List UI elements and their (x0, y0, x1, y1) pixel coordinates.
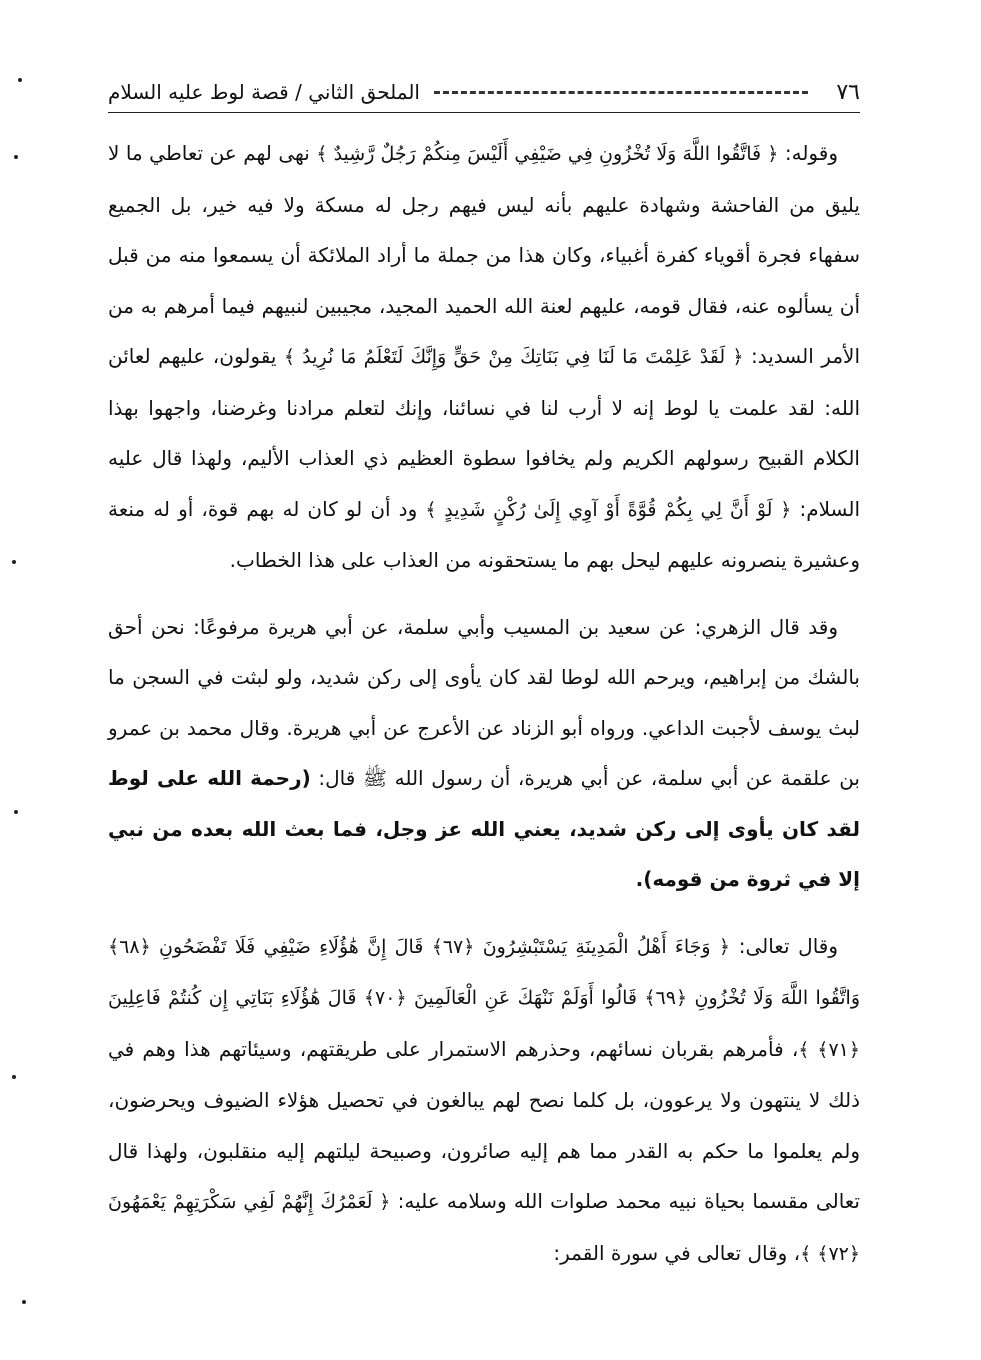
running-title: الملحق الثاني / قصة لوط عليه السلام (108, 80, 420, 104)
quran-verse: ﴿ وَجَاءَ أَهْلُ الْمَدِينَةِ يَسْتَبْشِرُونَ ﴿٦٧﴾ قَالَ إِنَّ هَٰؤُلَاءِ ضَيْفِي فَلَا تَفْضَحُونِ ﴿٦٨﴾ وَاتَّقُوا اللَّهَ وَلَا تُخْزُونِ ﴿٦٩﴾ قَالُوا أَوَلَمْ نَنْهَكَ عَنِ الْعَالَمِينَ ﴿٧٠﴾ قَالَ هَٰؤُلَاءِ بَنَاتِي إِن كُنتُمْ فَاعِلِينَ ﴿٧١﴾ ﴾ (108, 935, 860, 1061)
text-segment: وقد قال الزهري: عن سعيد بن المسيب وأبي سلمة، عن أبي هريرة مرفوعًا: نحن أحق بالشك من إبراهيم، ويرحم الله لوطا لقد كان يأوى إلى ركن شديد، ولو لبثت في السجن ما لبث يوسف لأجبت الداعي. ورواه أبو الزناد عن الأعرج عن أبي هريرة. وقال محمد بن عمرو بن علقمة عن أبي سلمة، عن أبي هريرة، أن رسول الله ﷺ قال: (108, 614, 860, 790)
scan-speck (22, 1300, 26, 1304)
text-segment: نهى لهم عن تعاطي ما لا يليق من الفاحشة وشهادة عليهم بأنه ليس فيهم رجل له مسكة ولا فيه خير، بل الجميع سفهاء فجرة أقوياء كفرة أغبياء، وكان هذا من جملة ما أراد الملائكة أن يسمعوا منه من قبل أن يسألوه عنه، فقال قومه، عليهم لعنة الله الحميد المجيد، مجيبين لنبيهم فيما أمرهم به من الأمر السديد: (108, 141, 861, 368)
hadith-quote: (رحمة الله على لوط لقد كان يأوى إلى ركن شديد، يعني الله عز وجل، فما بعث الله بعده من نبي إلا في ثروة من قومه). (108, 766, 860, 891)
body-text (108, 128, 860, 1308)
text-segment: ، فأمرهم بقربان نسائهم، وحذرهم الاستمرار على طريقتهم، وسيئاتهم هذا وهم في ذلك لا ينتهون ولا يرعوون، بل كلما نصح لهم يبالغون في تحصيل هؤلاء الضيوف ويحرضون، ولم يعلموا ما حكم به القدر مما هم إليه صائرون، وصبيحة ليلتهم إليه منقلبون، ولهذا قال تعالى مقسما بحياة نبيه محمد صلوات الله وسلامه عليه: (108, 1036, 860, 1213)
text-segment: وقوله: (778, 141, 838, 165)
scan-speck (14, 810, 18, 814)
scan-speck (14, 155, 18, 159)
scan-speck (12, 560, 16, 564)
paragraph (108, 602, 860, 905)
header-dash-rule (434, 91, 808, 94)
page-number: ٧٦ (836, 79, 860, 105)
text-segment: ، وقال تعالى في سورة القمر: (553, 1240, 801, 1265)
paragraph (108, 128, 860, 586)
text-segment: يقولون، عليهم لعائن الله: لقد علمت يا لوط إنه لا أرب لنا في نسائنا، وإنك لتعلم مرادنا وغرضنا، واجهوا بهذا الكلام القبيح رسولهم الكريم ولم يخافوا سطوة العظيم ذي العذاب الأليم، ولهذا قال عليه السلام: (108, 344, 861, 521)
paragraph (108, 921, 860, 1280)
scan-speck (12, 1075, 16, 1079)
text-segment: وقال تعالى: (730, 933, 839, 958)
quran-verse: ﴿ لَوْ أَنَّ لِي بِكُمْ قُوَّةً أَوْ آوِي إِلَىٰ رُكْنٍ شَدِيدٍ ﴾ (425, 498, 792, 521)
scan-speck (18, 78, 22, 82)
quran-verse: ﴿ فَاتَّقُوا اللَّهَ وَلَا تُخْزُونِ فِي ضَيْفِي أَلَيْسَ مِنكُمْ رَجُلٌ رَّشِيدٌ ﴾ (316, 143, 779, 165)
quran-verse: ﴿ لَعَمْرُكَ إِنَّهُمْ لَفِي سَكْرَتِهِمْ يَعْمَهُونَ ﴿٧٢﴾ ﴾ (108, 1191, 860, 1265)
page-header (108, 72, 860, 113)
quran-verse: ﴿ لَقَدْ عَلِمْتَ مَا لَنَا فِي بَنَاتِكَ مِنْ حَقٍّ وَإِنَّكَ لَتَعْلَمُ مَا نُرِيدُ ﴾ (283, 346, 744, 368)
text-segment: ود أن لو كان له بهم قوة، أو له منعة وعشيرة ينصرونه عليهم ليحل بهم ما يستحقونه من العذاب على هذا الخطاب. (108, 496, 860, 572)
